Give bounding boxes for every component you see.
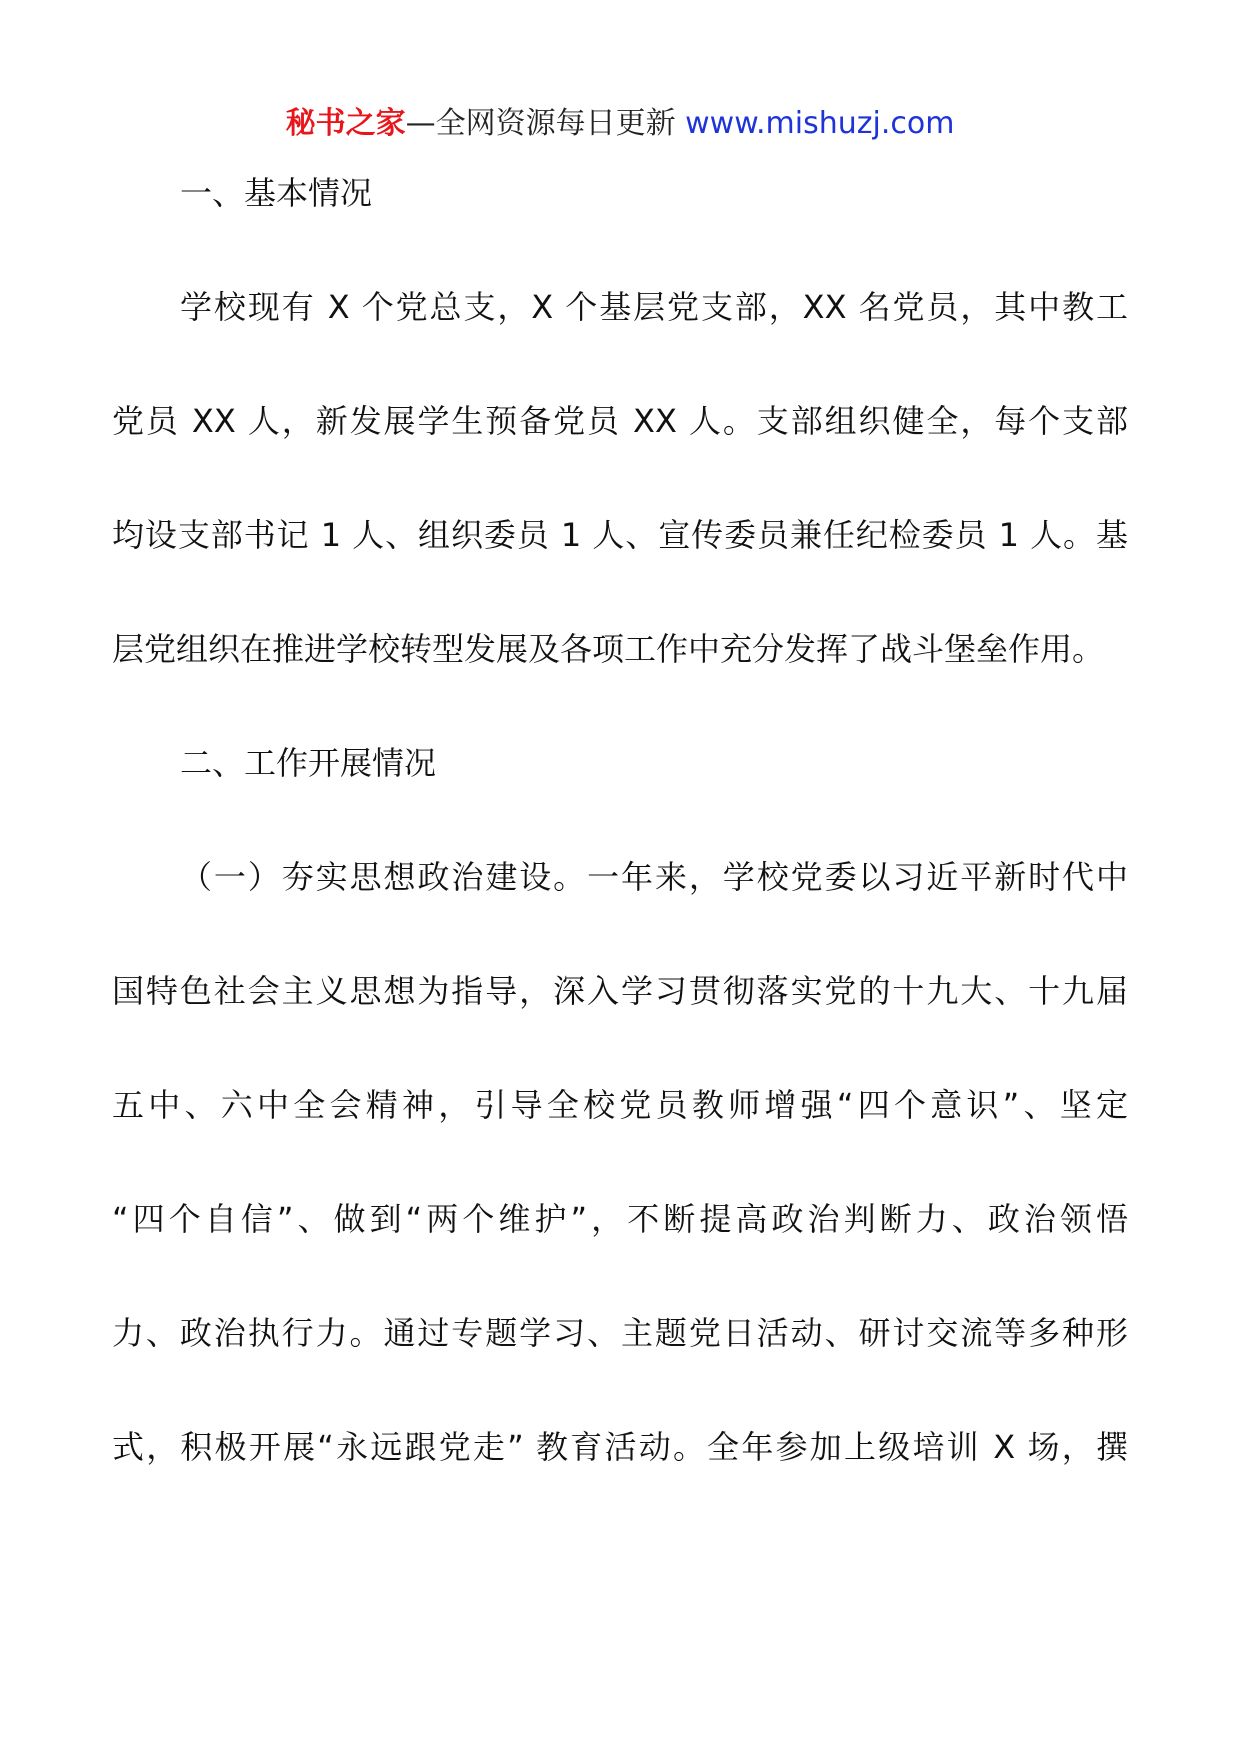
paragraph-line: （一）夯实思想政治建设。一年来，学校党委以习近平新时代中 [180,858,1128,896]
paragraph-line: 党员 XX 人，新发展学生预备党员 XX 人。支部组织健全，每个支部 [112,402,1128,440]
site-tagline: —全网资源每日更新 [405,106,686,141]
site-brand: 秘书之家 [285,106,406,141]
paragraph-line: 力、政治执行力。通过专题学习、主题党日活动、研讨交流等多种形 [112,1314,1128,1352]
paragraph-line: 国特色社会主义思想为指导，深入学习贯彻落实党的十九大、十九届 [112,972,1128,1010]
section-heading-basic: 一、基本情况 [180,174,373,212]
section-heading-work: 二、工作开展情况 [180,744,437,782]
paragraph-line: 均设支部书记 1 人、组织委员 1 人、宣传委员兼任纪检委员 1 人。基 [112,516,1128,554]
paragraph-line: “四个自信”、做到“两个维护”，不断提高政治判断力、政治领悟 [112,1200,1128,1238]
paragraph-line: 五中、六中全会精神，引导全校党员教师增强“四个意识”、坚定 [112,1086,1128,1124]
paragraph-line: 学校现有 X 个党总支，X 个基层党支部，XX 名党员，其中教工 [180,288,1128,326]
document-body [112,166,1128,1474]
watermark-header [0,101,1240,147]
site-url: www.mishuzj.com [685,106,955,141]
paragraph-line: 式，积极开展“永远跟党走” 教育活动。全年参加上级培训 X 场，撰 [112,1428,1128,1466]
paragraph-line: 层党组织在推进学校转型发展及各项工作中充分发挥了战斗堡垒作用。 [112,630,1105,668]
